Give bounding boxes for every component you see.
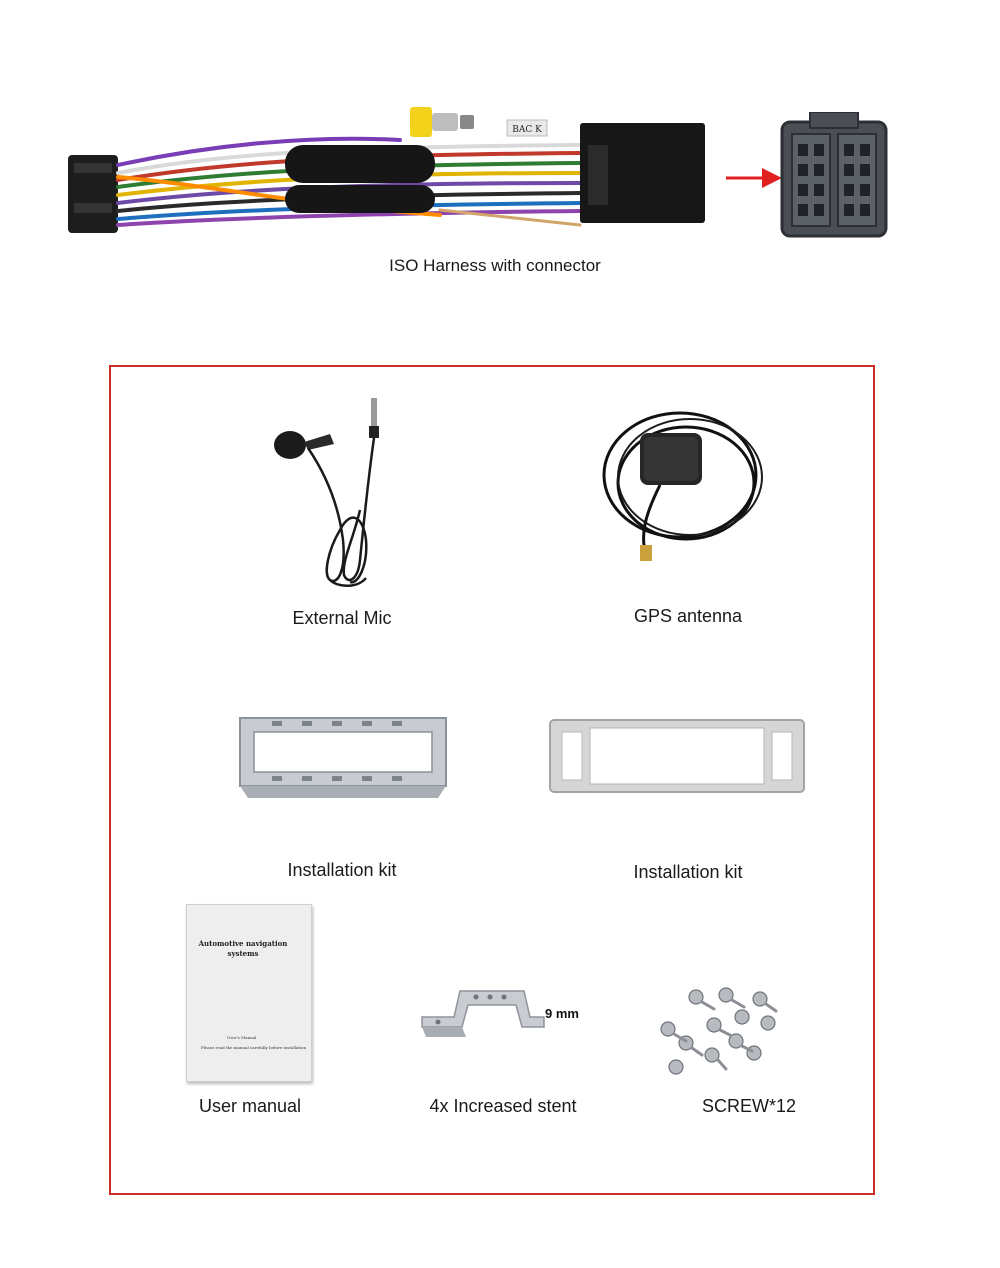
screw-caption: SCREW*12 [701,1096,797,1116]
external-mic-caption: External Mic [292,608,392,628]
manual-cover-title [193,939,293,959]
manual-cover-note: Please read the manual carefully before installation [201,1045,307,1050]
iso-connector-image [780,112,888,238]
increased-stent-image [418,985,548,1047]
installation-frame-image [548,718,806,794]
arrow-icon [726,166,782,190]
gps-antenna-caption: GPS antenna [633,606,743,626]
stent-dimension-label: 9 mm [545,1006,579,1021]
gps-antenna-image [600,405,775,565]
increased-stent-caption: 4x Increased stent [429,1096,577,1116]
user-manual-caption: User manual [198,1096,302,1116]
iso-harness-image [60,85,720,245]
manual-cover-title-line-2: systems [227,949,259,958]
external-mic-image [268,390,398,590]
user-manual-image [186,904,312,1082]
installation-kit-2-caption: Installation kit [633,862,743,882]
harness-caption: ISO Harness with connector [389,256,601,275]
installation-kit-1-caption: Installation kit [287,860,397,880]
screws-image [656,985,784,1077]
manual-cover-subtitle: User's Manual [227,1035,257,1040]
installation-cage-image [232,712,454,802]
back-tag-label: BAC K [512,125,542,135]
manual-cover-title-line-1: Automotive navigation [198,939,288,948]
